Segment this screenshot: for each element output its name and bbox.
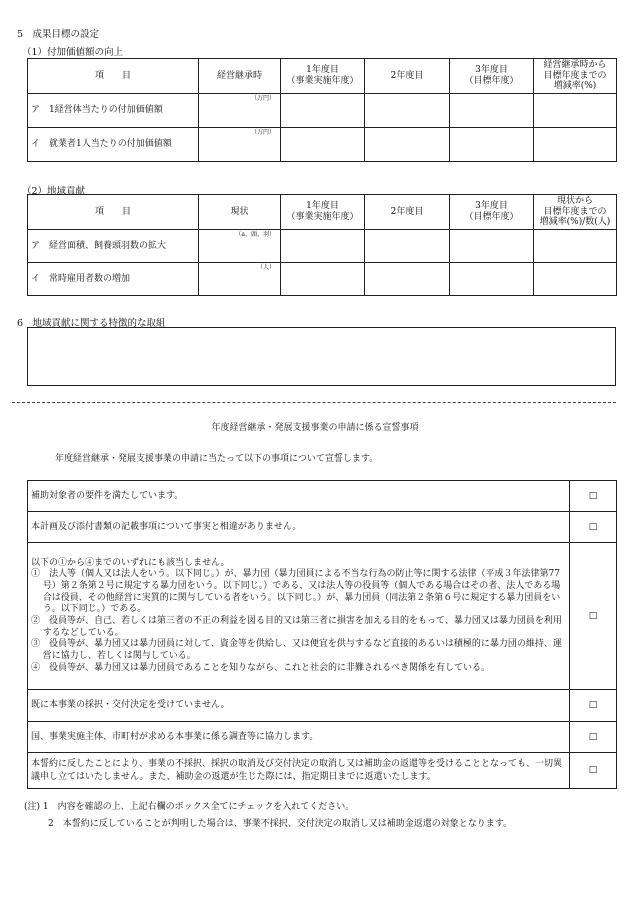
pledge-intro: 年度経営継承・発展支援事業の申請に当たって以下の事項について宣誓します。	[55, 454, 379, 464]
pledge-title: 年度経営継承・発展支援事業の申請に係る宣誓事項	[211, 423, 419, 433]
pledge-subitem: ③ 役員等が、暴力団又は暴力団員に対して、資金等を供給し、又は便宜を供与するなど直接的あるいは積極的に暴力団の維持、運営に協力し、若しくは関与している。	[31, 639, 562, 662]
value-cell[interactable]	[365, 263, 450, 296]
value-cell[interactable]	[534, 263, 617, 296]
pledge-checkbox[interactable]: □	[570, 481, 617, 512]
pledge-checkbox[interactable]: □	[570, 722, 617, 753]
row-label: イ 就業者1人当たりの付加価値額	[28, 128, 199, 162]
pledge-checkbox[interactable]: □	[570, 690, 617, 722]
pledge-item: 本計画及び添付書類の記載事項について事実と相違がありません。	[28, 512, 570, 543]
regional-contribution-table	[27, 194, 617, 296]
row-label: ア 経営面積、飼養頭羽数の拡大	[28, 230, 199, 263]
value-cell[interactable]	[365, 94, 450, 128]
value-cell[interactable]	[450, 94, 534, 128]
header-rate: 経営継承時から 目標年度までの 増減率(%)	[534, 59, 617, 94]
value-cell[interactable]	[365, 128, 450, 162]
row-label: ア 1経営体当たりの付加価値額	[28, 94, 199, 128]
pledge-subitem: ④ 役員等が、暴力団又は暴力団員であることを知りながら、これと社会的に非難されるべき関係を有している。	[31, 662, 491, 673]
header-item: 項 目	[28, 195, 199, 230]
value-cell[interactable]	[450, 128, 534, 162]
value-cell[interactable]	[534, 230, 617, 263]
header-year3: 3年度目 （目標年度）	[450, 195, 534, 230]
value-cell[interactable]	[281, 230, 365, 263]
pledge-item-antisocial	[28, 543, 570, 690]
value-cell[interactable]	[365, 230, 450, 263]
pledge-table	[27, 480, 617, 789]
unit-label: （a、頭、羽）	[235, 231, 275, 238]
pledge-subitem: ① 法人等（個人又は法人をいう。以下同じ。）が、暴力団（暴力団員による不当な行為の防止等に関する法律（平成３年法律第77号）第２条第２号に規定する暴力団をいう。以下同じ。）である、又は法人等の役員等（個人である場合はその者、法人である場合は役員、その他経営に実質的に関与している者をいう。以下同じ。）が、暴力団員（同法第２条第６号に規定する暴力団員をいう。以下同じ。）である。	[31, 569, 561, 615]
pledge-item: 本誓約に反したことにより、事業の不採択、採択の取消及び交付決定の取消し又は補助金の返還等を受けることとなっても、一切異議申し立てはいたしません。また、補助金の返還が生じた際には、指定期日までに返還いたします。	[28, 753, 570, 789]
pledge-item: 補助対象者の要件を満たしています。	[28, 481, 570, 512]
row-label: イ 常時雇用者数の増加	[28, 263, 199, 296]
value-cell[interactable]	[534, 128, 617, 162]
pledge-checkbox[interactable]: □	[570, 753, 617, 789]
pledge-checkbox[interactable]: □	[570, 512, 617, 543]
note-2: 2 本誓約に反していることが判明した場合は、事業不採択、交付決定の取消し又は補助金返還の対象となります。	[48, 819, 513, 829]
note-1: (注) 1 内容を確認の上、上記右欄のボックス全てにチェックを入れてください。	[24, 802, 355, 812]
section-5-title: 5 成果目標の設定	[17, 29, 100, 40]
unit-label: （万円）	[250, 95, 275, 102]
value-cell[interactable]	[450, 230, 534, 263]
pledge-lead: 以下の①から④までのいずれにも該当しません。	[31, 557, 230, 568]
header-succession: 経営継承時	[199, 59, 281, 94]
section-5-2-title: （2）地域貢献	[22, 186, 86, 197]
header-current: 現状	[199, 195, 281, 230]
section-5-1-title: （1）付加価値額の向上	[22, 47, 124, 58]
value-added-table	[27, 58, 617, 162]
value-cell[interactable]	[281, 263, 365, 296]
pledge-item: 国、事業実施主体、市町村が求める本事業に係る調査等に協力します。	[28, 722, 570, 753]
header-year2: 2年度目	[365, 195, 450, 230]
unit-label: （人）	[256, 264, 275, 271]
section-6-title: 6 地域貢献に関する特徴的な取組	[17, 318, 166, 329]
value-cell[interactable]	[450, 263, 534, 296]
header-year2: 2年度目	[365, 59, 450, 94]
header-item: 項 目	[28, 59, 199, 94]
header-year1: 1年度目 （事業実施年度）	[281, 59, 365, 94]
header-year3: 3年度目 （目標年度）	[450, 59, 534, 94]
pledge-item: 既に本事業の採択・交付決定を受けていません。	[28, 690, 570, 722]
pledge-subitem: ② 役員等が、自己、若しくは第三者の不正の利益を図る目的又は第三者に損害を加える目的をもって、暴力団又は暴力団員を利用するなどしている。	[31, 616, 562, 638]
cut-line	[12, 402, 616, 403]
value-cell[interactable]	[281, 94, 365, 128]
regional-efforts-box[interactable]	[27, 327, 616, 386]
pledge-checkbox[interactable]: □	[570, 543, 617, 690]
header-rate: 現状から 目標年度までの 増減率(%)/数(人)	[534, 195, 617, 230]
value-cell[interactable]	[281, 128, 365, 162]
unit-label: （万円）	[250, 129, 275, 136]
value-cell[interactable]	[534, 94, 617, 128]
header-year1: 1年度目 （事業実施年度）	[281, 195, 365, 230]
